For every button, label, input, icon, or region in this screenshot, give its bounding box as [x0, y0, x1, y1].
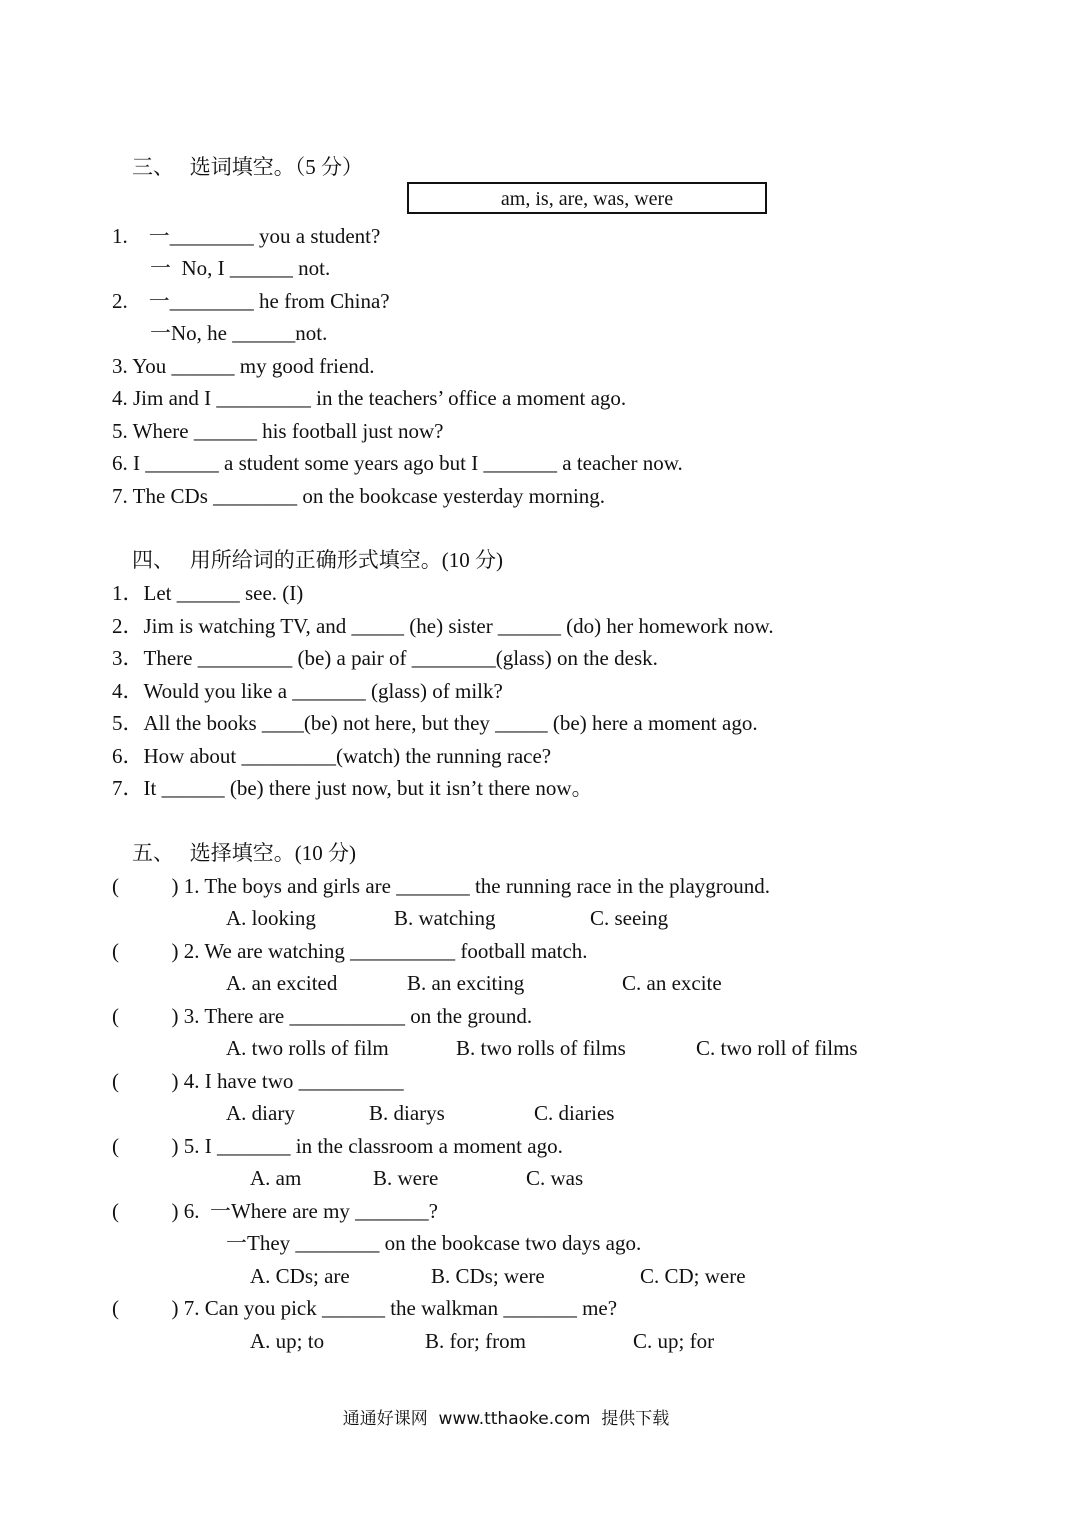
sec3-line-7: 7. The CDs ________ on the bookcase yesterday morning. — [112, 484, 606, 508]
section-4-heading: 四、 用所给词的正确形式填空。(10 分) — [132, 548, 503, 572]
sec4-line-3: 3．There _________ (be) a pair of ________(glass) on the desk. — [112, 646, 658, 670]
sec4-line-2: 2．Jim is watching TV, and _____ (he) sister ______ (do) her homework now. — [112, 614, 774, 638]
sec5-q2-option-c: C. an excite — [622, 971, 722, 995]
sec5-q4-option-b: B. diarys — [369, 1101, 445, 1125]
sec5-q6-stem: ( ) 6. 一Where are my _______? — [112, 1199, 438, 1223]
sec5-q7-option-a: A. up; to — [250, 1329, 325, 1353]
sec5-q1-option-a: A. looking — [226, 906, 316, 930]
sec5-q5-option-a: A. am — [250, 1166, 302, 1190]
footer-credit: 通通好课网 www.tthaoke.com 提供下载 — [342, 1409, 670, 1429]
sec5-q1-option-b: B. watching — [394, 906, 496, 930]
sec3-line-6: 6. I _______ a student some years ago but I _______ a teacher now. — [112, 451, 683, 475]
sec4-line-6: 6．How about _________(watch) the running race? — [112, 744, 552, 768]
sec4-line-7: 7．It ______ (be) there just now, but it isn’t there now。 — [112, 776, 593, 800]
sec5-q5-option-b: B. were — [373, 1166, 439, 1190]
sec5-q6-option-a: A. CDs; are — [250, 1264, 350, 1288]
sec3-line-4: 4. Jim and I _________ in the teachers’ office a moment ago. — [112, 386, 627, 410]
section-3-heading: 三、 选词填空。（5 分） — [132, 155, 363, 179]
sec3-line-1-answer: 一 No, I ______ not. — [150, 256, 331, 280]
sec5-q4-option-c: C. diaries — [534, 1101, 615, 1125]
sec5-q2-stem: ( ) 2. We are watching __________ football match. — [112, 939, 588, 963]
sec4-line-4: 4．Would you like a _______ (glass) of milk? — [112, 679, 503, 703]
sec5-q7-stem: ( ) 7. Can you pick ______ the walkman _______ me? — [112, 1296, 618, 1320]
sec5-q1-stem: ( ) 1. The boys and girls are _______ the running race in the playground. — [112, 874, 771, 898]
sec5-q3-option-a: A. two rolls of film — [226, 1036, 389, 1060]
sec5-q6-option-c: C. CD; were — [640, 1264, 746, 1288]
sec4-line-1: 1．Let ______ see. (I) — [112, 581, 304, 605]
sec5-q4-option-a: A. diary — [226, 1101, 295, 1125]
sec5-q6-stem-2: 一They ________ on the bookcase two days ago. — [226, 1231, 642, 1255]
sec5-q7-option-b: B. for; from — [425, 1329, 526, 1353]
sec5-q6-option-b: B. CDs; were — [431, 1264, 545, 1288]
sec5-q7-option-c: C. up; for — [633, 1329, 715, 1353]
sec5-q1-option-c: C. seeing — [590, 906, 669, 930]
sec3-line-5: 5. Where ______ his football just now? — [112, 419, 444, 443]
sec5-q3-option-b: B. two rolls of films — [456, 1036, 626, 1060]
sec5-q2-option-a: A. an excited — [226, 971, 338, 995]
word-box: am, is, are, was, were — [407, 182, 767, 214]
sec5-q5-option-c: C. was — [526, 1166, 584, 1190]
sec5-q5-stem: ( ) 5. I _______ in the classroom a moment ago. — [112, 1134, 563, 1158]
sec3-line-2: 2. 一________ he from China? — [112, 289, 390, 313]
sec5-q3-stem: ( ) 3. There are ___________ on the ground. — [112, 1004, 533, 1028]
sec3-line-1: 1. 一________ you a student? — [112, 224, 381, 248]
sec5-q3-option-c: C. two roll of films — [696, 1036, 858, 1060]
sec3-line-3: 3. You ______ my good friend. — [112, 354, 375, 378]
sec4-line-5: 5．All the books ____(be) not here, but they _____ (be) here a moment ago. — [112, 711, 758, 735]
sec5-q2-option-b: B. an exciting — [407, 971, 525, 995]
sec5-q4-stem: ( ) 4. I have two __________ — [112, 1069, 404, 1093]
sec3-line-2-answer: 一No, he ______not. — [150, 321, 328, 345]
section-5-heading: 五、 选择填空。(10 分) — [132, 841, 356, 865]
